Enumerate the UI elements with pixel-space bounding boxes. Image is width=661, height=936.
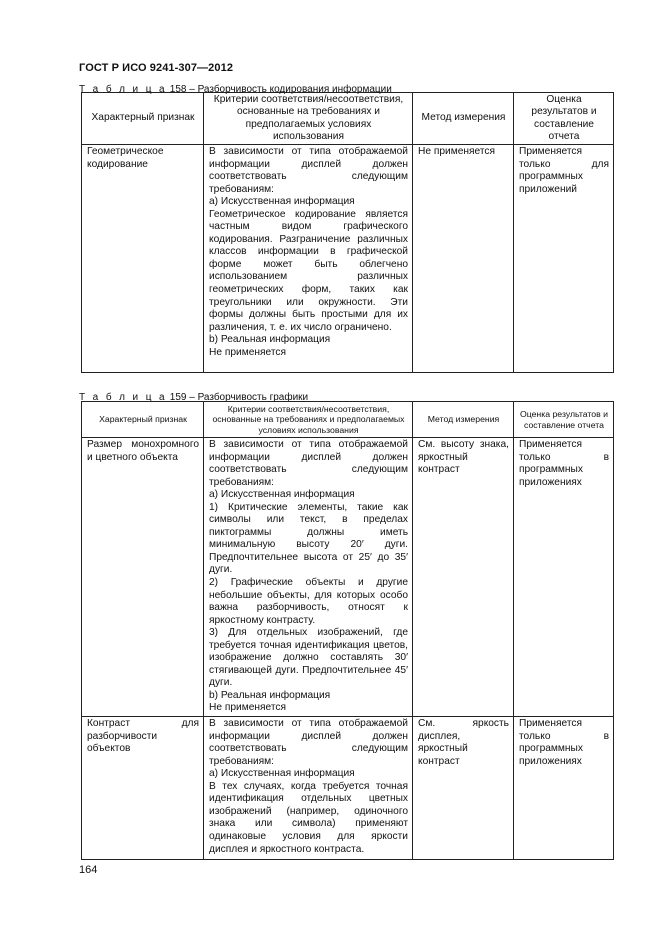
- header-feature: Характерный признак: [82, 93, 204, 145]
- cell-criteria: [204, 717, 413, 860]
- table-158-caption-text: 158 – Разборчивость кодирования информации: [169, 84, 392, 95]
- criteria-paragraph: b) Реальная информация: [209, 334, 331, 346]
- cell-evaluation: Применяется только в программных приложениях: [514, 438, 614, 717]
- cell-method: Не применяется: [413, 145, 514, 373]
- table-159-caption-text: 159 – Разборчивость графики: [169, 392, 309, 403]
- page-number: 164: [79, 864, 98, 876]
- document-header: ГОСТ Р ИСО 9241-307—2012: [79, 62, 234, 74]
- cell-criteria: [204, 145, 413, 373]
- header-feature: Характерный признак: [82, 402, 204, 438]
- criteria-paragraph: Не применяется: [209, 702, 287, 714]
- cell-feature: Размер монохромного и цветного объекта: [82, 438, 204, 717]
- cell-evaluation: Применяется только в программных приложениях: [514, 717, 614, 860]
- criteria-paragraph: В зависимости от типа отображаемой информации дисплей должен соответствовать следующим требованиям:: [209, 718, 408, 767]
- table-159-header-row: [82, 402, 614, 438]
- cell-criteria: [204, 438, 413, 717]
- criteria-paragraph: В зависимости от типа отображаемой информации дисплей должен соответствовать следующим требованиям:: [209, 439, 408, 488]
- cell-evaluation: Применяется только для программных приложений: [514, 145, 614, 373]
- criteria-paragraph: а) Искусственная информация: [209, 768, 355, 780]
- table-158-caption-word: Т а б л и ц а: [79, 84, 167, 95]
- table-row: [82, 717, 614, 860]
- header-method: Метод измерения: [413, 93, 514, 145]
- criteria-paragraph: 3) Для отдельных изображений, где требуется точная идентификация цветов, изображение должно составлять 30′ стягивающей дуги. Предпочтительнее 45′ дуги.: [209, 627, 408, 689]
- header-criteria: Критерии соответствия/несоответствия, основанные на требованиях и предполагаемых условиях использования: [204, 93, 413, 145]
- criteria-paragraph: а) Искусственная информация: [209, 489, 355, 501]
- table-159: [81, 401, 614, 860]
- criteria-paragraph: В тех случаях, когда требуется точная идентификация отдельных цветных изображений (например, одиночного знака или символа) применяют одинаковые условия для яркости дисплея и яркостного контраста.: [209, 780, 408, 855]
- header-method: Метод измерения: [413, 402, 514, 438]
- cell-feature: Контраст для разборчивости объектов: [82, 717, 204, 860]
- table-158-header-row: [82, 93, 614, 145]
- cell-method: См. высоту знака, яркостный контраст: [413, 438, 514, 717]
- criteria-paragraph: Не применяется: [209, 346, 287, 358]
- criteria-paragraph: а) Искусственная информация: [209, 196, 355, 208]
- table-159-caption-word: Т а б л и ц а: [79, 392, 167, 403]
- table-row: [82, 438, 614, 717]
- criteria-paragraph: 1) Критические элементы, такие как символы или текст, в пределах пиктограммы должны иметь минимальную высоту 20′ дуги. Предпочтительнее высота от 25′ до 35′ дуги.: [209, 501, 408, 576]
- criteria-paragraph: В зависимости от типа отображаемой информации дисплей должен соответствовать следующим требованиям:: [209, 146, 408, 195]
- cell-feature: Геометрическое кодирование: [82, 145, 204, 373]
- header-evaluation: Оценка результатов и составление отчета: [514, 93, 614, 145]
- header-criteria: Критерии соответствия/несоответствия, основанные на требованиях и предполагаемых условиях использования: [204, 402, 413, 438]
- table-158: [81, 92, 614, 373]
- header-evaluation: Оценка результатов и составление отчета: [514, 402, 614, 438]
- table-row: [82, 145, 614, 373]
- criteria-paragraph: 2) Графические объекты и другие небольшие объекты, для которых особо важна разборчивость, относят к яркостному контрасту.: [209, 577, 408, 626]
- criteria-paragraph: b) Реальная информация: [209, 689, 331, 701]
- criteria-paragraph: Геометрическое кодирование является частным видом графического кодирования. Разграничение различных классов информации в графической форме может быть облегчено использованием различных геометрических форм, таких как треугольники или окружности. Эти формы должны быть простыми для их различения, т. е. их число ограничено.: [209, 208, 408, 333]
- cell-method: См. яркость дисплея, яркостный контраст: [413, 717, 514, 860]
